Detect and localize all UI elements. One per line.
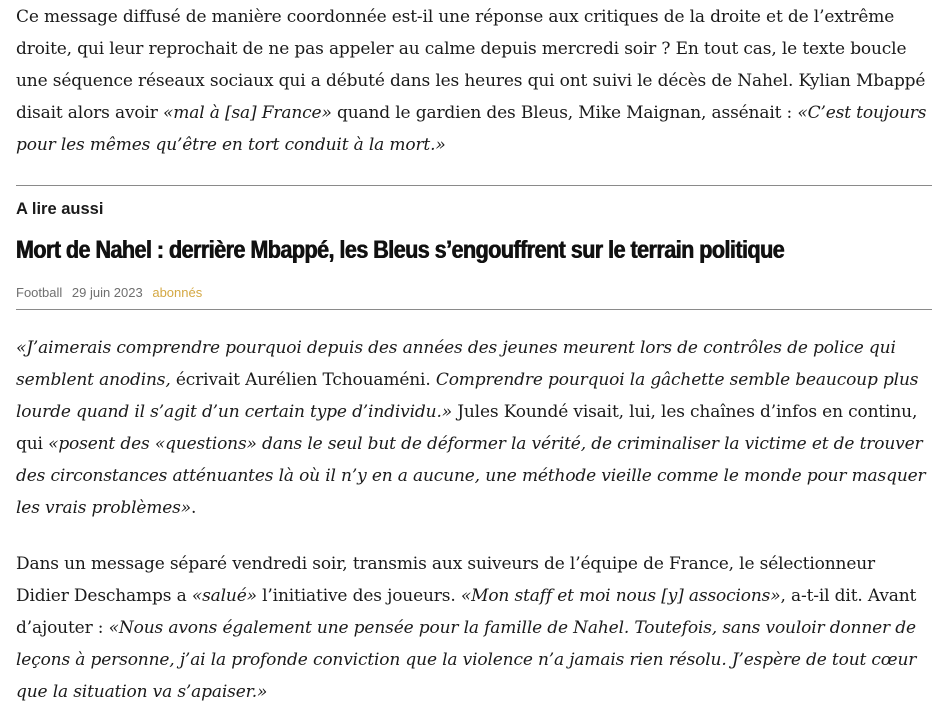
p1-text-2: quand le gardien des Bleus, Mike Maignan, assénait : — [331, 103, 798, 123]
p3-text-2: l’initiative des joueurs. — [256, 586, 461, 606]
related-category[interactable]: Football — [16, 285, 63, 300]
related-kicker: A lire aussi — [16, 200, 104, 218]
p3-quote-3: «Nous avons également une pensée pour la famille de Nahel. Toutefois, sans vouloir donner de leçons à personne, j’ai la profonde conviction que la violence n’a jamais rien résolu. J’espère de tout cœur que la situation va s’apaiser.» — [16, 618, 917, 702]
related-article-link[interactable]: Mort de Nahel : derrière Mbappé, les Bleus s’engouffrent sur le terrain politique — [16, 236, 785, 264]
p3-text-1: Dans un message séparé vendredi soir, transmis aux suiveurs de l’équipe de France, le sélectionneur Didier Deschamps a — [16, 554, 876, 606]
paragraph-3 — [16, 548, 932, 708]
subscribers-badge: abonnés — [152, 285, 203, 300]
p2-quote-1: «J’aimerais comprendre pourquoi depuis des années des jeunes meurent lors de contrôles de police qui semblent anodins, — [16, 338, 896, 390]
p1-quote-2: «C’est toujours pour les mêmes qu’être en tort conduit à la mort.» — [16, 103, 927, 155]
p2-text-2: Jules Koundé visait, lui, les chaînes d’infos en continu, qui — [16, 402, 918, 454]
p2-quote-3: «posent des «questions» dans le seul but de déformer la vérité, de criminaliser la victime et de trouver des circonstances atténuantes là où il n’y en a aucune, une méthode vieille comme le monde pour masquer les vrais problèmes» — [16, 434, 926, 518]
paragraph-2 — [16, 332, 932, 524]
p2-text-1: écrivait Aurélien Tchouaméni. — [170, 370, 436, 390]
p3-quote-1: «salué» — [191, 586, 257, 606]
paragraph-1 — [16, 1, 932, 161]
p2-quote-2: Comprendre pourquoi la gâchette semble beaucoup plus lourde quand il s’agit d’un certain type d’individu.» — [16, 370, 919, 422]
related-date: 29 juin 2023 — [71, 285, 143, 300]
related-meta — [16, 285, 208, 300]
related-article-box[interactable] — [16, 185, 932, 310]
p1-text-1: Ce message diffusé de manière coordonnée est-il une réponse aux critiques de la droite et de l’extrême droite, qui leur reprochait de ne pas appeler au calme depuis mercredi soir ? En tout cas, le texte boucle une séquence réseaux sociaux qui a débuté dans les heures qui ont suivi le décès de Nahel. Kylian Mbappé disait alors avoir — [16, 7, 926, 123]
p3-quote-2: «Mon staff et moi nous [y] associons» — [460, 586, 781, 606]
p3-text-3: , a-t-il dit. Avant d’ajouter : — [16, 586, 917, 638]
p1-quote-1: «mal à [sa] France» — [163, 103, 332, 123]
p2-text-3: . — [191, 498, 197, 518]
